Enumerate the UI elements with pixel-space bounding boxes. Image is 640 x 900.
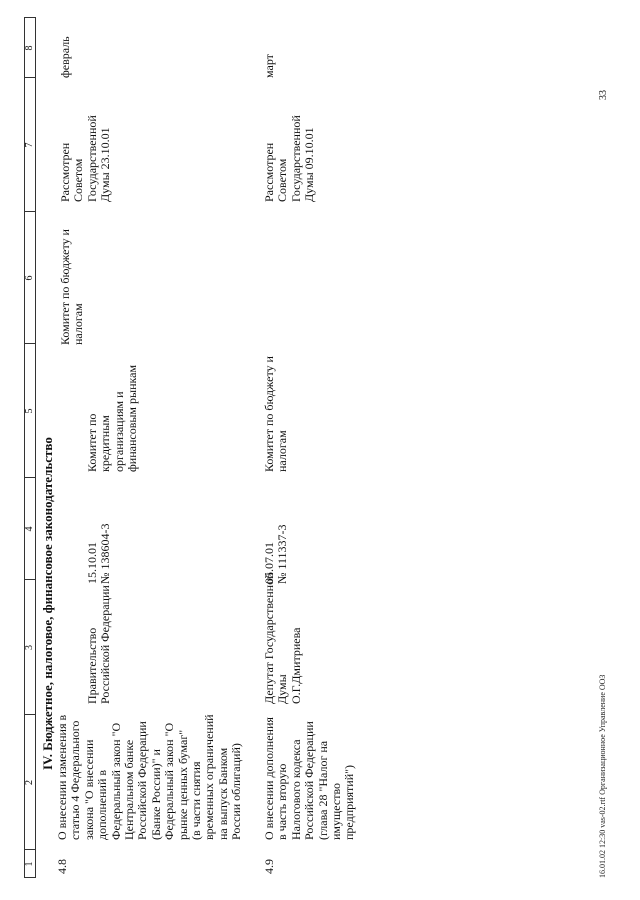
column-header-3: 3 — [24, 645, 35, 650]
planned-month: февраль — [58, 36, 72, 78]
bill-status: Рассмотрен Советом Государственной Думы 23.10.01 — [58, 115, 113, 202]
page-number: 33 — [598, 90, 609, 100]
bill-registration: 05.07.01 № 111337-3 — [262, 524, 290, 584]
row-number: 4.9 — [262, 859, 276, 874]
bill-status: Рассмотрен Советом Государственной Думы 09.10.01 — [262, 115, 317, 202]
bill-title: О внесении изменения в статью 4 Федерального закона "О внесении дополнений в Федеральный закон "О Центральном банке Российской Федерации (Банке России)" и Федеральный закон "О рынке ценных бумаг" (в части снятия временных ограничений на выпуск Банком России облигаций) — [55, 714, 244, 840]
row-number: 4.8 — [55, 859, 69, 874]
co-committee: Комитет по бюджету и налогам — [58, 229, 86, 345]
column-header-1: 1 — [24, 861, 35, 867]
planned-month: март — [262, 54, 276, 78]
column-header-8: 8 — [24, 45, 35, 51]
column-header-7: 7 — [24, 142, 35, 148]
column-header-4: 4 — [24, 526, 35, 532]
column-header-5: 5 — [24, 408, 35, 414]
section-title: IV. Бюджетное, налоговое, финансовое законодательство — [40, 437, 55, 770]
bill-registration: 15.10.01 № 138604-3 — [85, 523, 113, 584]
column-header-6: 6 — [24, 275, 35, 281]
file-info: 16.01.02 12:30 vas-02.rtf Организационное Управление ООЗ — [598, 674, 607, 878]
column-header-2: 2 — [24, 780, 35, 785]
lead-committee: Комитет по бюджету и налогам — [262, 356, 290, 472]
lead-committee: Комитет по кредитным организациям и финансовым рынкам — [85, 364, 140, 472]
header-bottom-border — [35, 18, 36, 878]
bill-author: Депутат Государственной Думы О.Г.Дмитриева — [262, 572, 303, 704]
bill-author: Правительство Российской Федерации — [85, 585, 113, 704]
bill-title: О внесении дополнения в часть вторую Налогового кодекса Российской Федерации (глава 28 "Налог на имущество предприятий") — [262, 717, 357, 840]
